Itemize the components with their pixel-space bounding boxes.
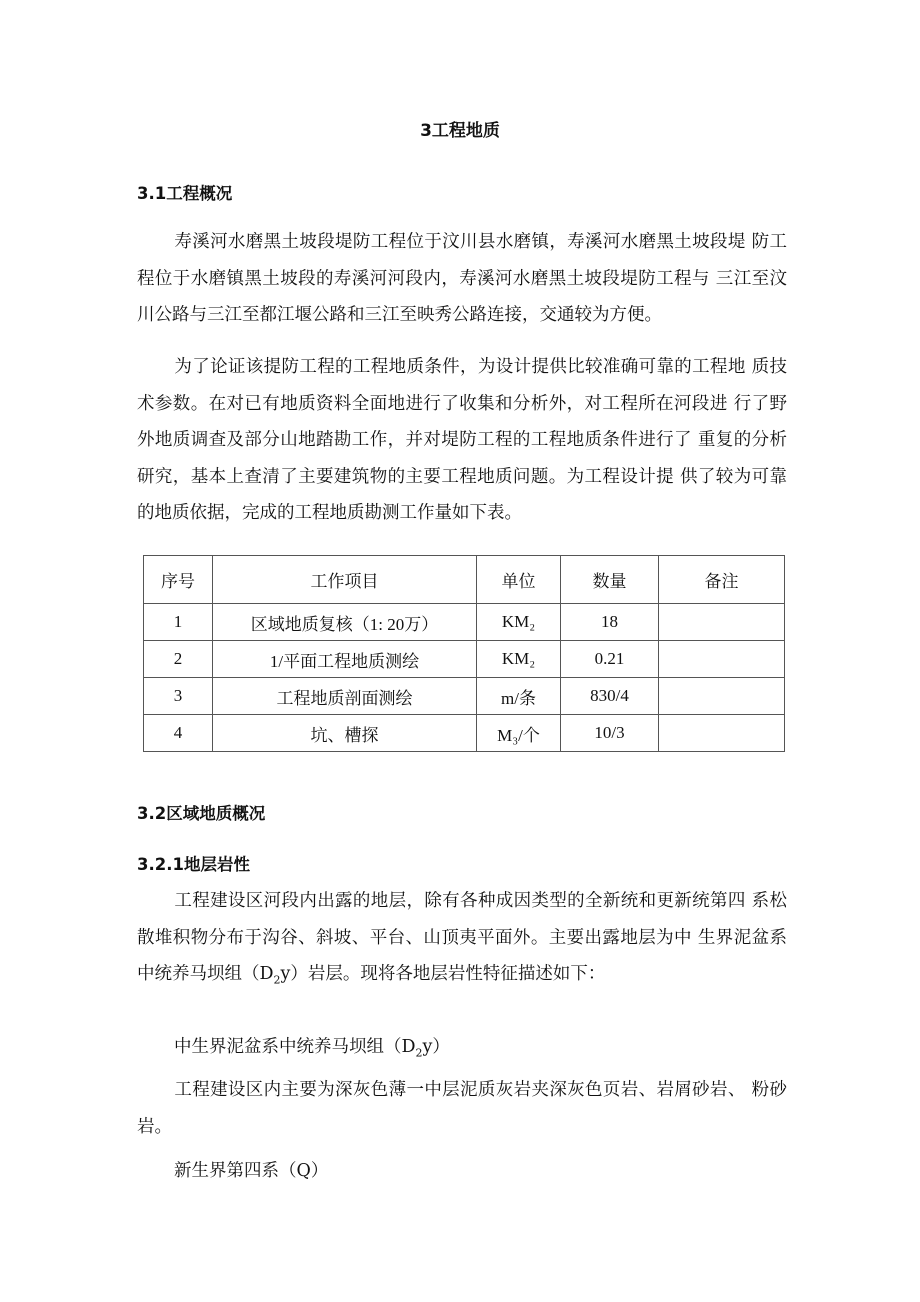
- workload-table: [143, 555, 785, 752]
- subscript: 2: [273, 973, 281, 987]
- stratum-line-quaternary: 新生界第四系（Q）: [174, 1161, 329, 1181]
- table-header: 单位: [477, 556, 561, 604]
- table-cell: m/条: [477, 678, 561, 715]
- table-cell: 18: [561, 604, 659, 641]
- paragraph-overview: [137, 224, 787, 334]
- paragraph-strata-text-a: 工程建设区河段内出露的地层，除有各种成因类型的全新统和更新统第四 系松散堆积物分布于沟谷、斜坡、平台、山顶夷平面外。主要出露地层为中 生界泥盆系中统养马坝组（D: [137, 891, 787, 984]
- table-cell: KM₂: [477, 604, 561, 641]
- table-row: [144, 715, 785, 752]
- stratum-line-text-b: y）: [422, 1037, 450, 1057]
- table-cell: 区域地质复核（1: 20万）: [213, 604, 477, 641]
- paragraph-strata-text-b: y）岩层。现将各地层岩性特征描述如下：: [280, 964, 606, 984]
- page-title: 3工程地质: [420, 121, 500, 141]
- table-cell: 10/3: [561, 715, 659, 752]
- paragraph-purpose-text: 为了论证该提防工程的工程地质条件，为设计提供比较准确可靠的工程地 质技术参数。在对已有地质资料全面地进行了收集和分析外，对工程所在河段进 行了野外地质调查及部分山地踏勘工作，并对堤防工程的工程地质条件进行了 重复的分析研究，基本上查清了主要建筑物的主要工程地质问题。为工程设计提 供了较为可靠的地质依据，完成的工程地质勘测工作量如下表。: [137, 357, 787, 523]
- table-row: [144, 678, 785, 715]
- section-heading-3-1: 3.1工程概况: [137, 184, 233, 203]
- table-row: [144, 604, 785, 641]
- table-cell: 1/平面工程地质测绘: [213, 641, 477, 678]
- table-row: [144, 641, 785, 678]
- subsection-heading-3-2-1: 3.2.1地层岩性: [137, 855, 250, 874]
- table-cell: 1: [144, 604, 213, 641]
- table-cell: KM₂: [477, 641, 561, 678]
- paragraph-strata: [137, 883, 787, 999]
- table-cell: 3: [144, 678, 213, 715]
- table-header: 备注: [659, 556, 785, 604]
- paragraph-lithology: [137, 1072, 787, 1145]
- stratum-line-text-a: 中生界泥盆系中统养马坝组（D: [174, 1037, 416, 1057]
- table-cell: 0.21: [561, 641, 659, 678]
- table-header: 工作项目: [213, 556, 477, 604]
- paragraph-overview-text: 寿溪河水磨黑土坡段堤防工程位于汶川县水磨镇，寿溪河水磨黑土坡段堤 防工程位于水磨镇黑土坡段的寿溪河河段内，寿溪河水磨黑土坡段堤防工程与 三江至汶川公路与三江至都江堰公路和三江至映秀公路连接，交通较为方便。: [137, 232, 787, 325]
- table-cell: 坑、槽探: [213, 715, 477, 752]
- table-cell: [659, 604, 785, 641]
- table-cell: 830/4: [561, 678, 659, 715]
- section-heading-3-2: 3.2区域地质概况: [137, 804, 266, 823]
- table-cell: [659, 678, 785, 715]
- subscript: 2: [415, 1046, 423, 1060]
- paragraph-purpose: [137, 349, 787, 532]
- table-cell: 2: [144, 641, 213, 678]
- table-header: 数量: [561, 556, 659, 604]
- paragraph-lithology-text: 工程建设区内主要为深灰色薄一中层泥质灰岩夹深灰色页岩、岩屑砂岩、 粉砂岩。: [137, 1080, 787, 1137]
- table-cell: [659, 715, 785, 752]
- stratum-line-devonian: [174, 1033, 450, 1060]
- table-cell: M₃/个: [477, 715, 561, 752]
- table-header: 序号: [144, 556, 213, 604]
- table-header-row: [144, 556, 785, 604]
- table-cell: 工程地质剖面测绘: [213, 678, 477, 715]
- table-cell: 4: [144, 715, 213, 752]
- table-cell: [659, 641, 785, 678]
